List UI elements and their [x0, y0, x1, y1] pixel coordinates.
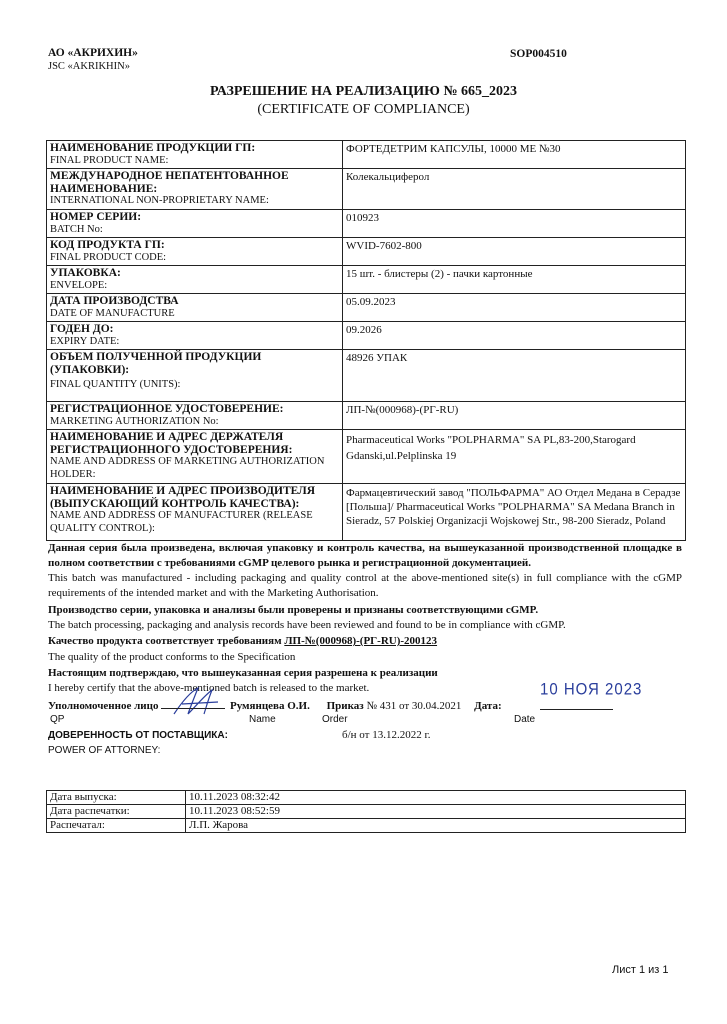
row-value: Колекальциферол	[346, 171, 430, 183]
statement-spec-ru	[48, 634, 682, 649]
document-title: РАЗРЕШЕНИЕ НА РЕАЛИЗАЦИЮ № 665_2023	[209, 84, 518, 99]
row-label-ru: НАИМЕНОВАНИЕ ПРОДУКЦИИ ГП:	[50, 142, 256, 154]
row-label-ru: НАИМЕНОВАНИЕ И АДРЕС ПРОИЗВОДИТЕЛЯ (ВЫПУСКАЮЩИЙ КОНТРОЛЬ КАЧЕСТВА):	[50, 485, 316, 510]
issue-value: 10.11.2023 08:52:59	[186, 805, 686, 819]
signature-line	[48, 697, 502, 712]
order-label-en: Order	[322, 714, 348, 725]
row-label-en: FINAL QUANTITY (UNITS):	[50, 379, 181, 390]
row-label-ru: УПАКОВКА:	[50, 267, 121, 279]
row-value: Фармацевтический завод "ПОЛЬФАРМА" АО Отдел Медана в Серадзе [Польша]/ Pharmaceutical Works "POLPHARMA" SA Medana Branch in Sieradz, 57 Polskiej Organizacji Wojskowej Str., 98-200 Sieradz, Poland	[346, 487, 681, 527]
order-text: № 431 от 30.04.2021	[366, 700, 462, 712]
row-label-ru: КОД ПРОДУКТА ГП:	[50, 239, 165, 251]
date-blank	[540, 709, 613, 710]
row-value: 05.09.2023	[346, 296, 396, 308]
statement-release-en: I hereby certify that the above-mentioned batch is released to the market.	[48, 682, 370, 694]
row-label-en: DATE OF MANUFACTURE	[50, 307, 175, 319]
table-row	[47, 819, 686, 833]
row-value: ФОРТЕДЕТРИМ КАПСУЛЫ, 10000 МЕ №30	[346, 143, 561, 155]
page-number: Лист 1 из 1	[612, 964, 669, 976]
row-value: 15 шт. - блистеры (2) - пачки картонные	[346, 268, 533, 280]
row-label-en: MARKETING AUTHORIZATION No:	[50, 415, 219, 427]
statement-spec-en: The quality of the product conforms to the Specification	[48, 651, 296, 663]
company-block	[48, 47, 138, 73]
attorney-value: б/н от 13.12.2022 г.	[342, 729, 431, 741]
name-label-en: Name	[249, 714, 276, 725]
row-value: WVID-7602-800	[346, 240, 422, 252]
row-label-en: BATCH No:	[50, 223, 103, 235]
table-row	[47, 210, 686, 238]
statement-compliance-ru: Данная серия была произведена, включая упаковку и контроль качества, на вышеуказанной производственной площадке в полном соответствии с требованиями cGMP целевого рынка и регистрационной документацией.	[48, 542, 682, 569]
signature-blank	[161, 697, 225, 709]
table-row	[47, 791, 686, 805]
spec-prefix: Качество продукта соответствует требованиям	[48, 635, 285, 647]
issue-label: Распечатал:	[47, 819, 186, 833]
row-label-ru: ГОДЕН ДО:	[50, 323, 114, 335]
issue-info-table	[46, 790, 686, 833]
row-label-ru: НАИМЕНОВАНИЕ И АДРЕС ДЕРЖАТЕЛЯ РЕГИСТРАЦИОННОГО УДОСТОВЕРЕНИЯ:	[50, 431, 293, 456]
table-row	[47, 484, 686, 541]
issue-value: 10.11.2023 08:32:42	[186, 791, 686, 805]
row-value: ЛП-№(000968)-(РГ-RU)	[346, 404, 459, 416]
table-row	[47, 238, 686, 266]
row-label-ru: МЕЖДУНАРОДНОЕ НЕПАТЕНТОВАННОЕ НАИМЕНОВАНИЕ:	[50, 170, 289, 195]
table-row	[47, 350, 686, 402]
order-label: Приказ	[326, 700, 364, 712]
row-value: Pharmaceutical Works "POLPHARMA" SA PL,83-200,Starogard Gdanski,ul.Pelplinska 19	[346, 434, 636, 462]
issue-label: Дата выпуска:	[47, 791, 186, 805]
row-label-ru: РЕГИСТРАЦИОННОЕ УДОСТОВЕРЕНИЕ:	[50, 403, 284, 415]
qp-name: Румянцева О.И.	[229, 700, 310, 712]
statement-review-ru: Производство серии, упаковка и анализы были проверены и признаны соответствующими cGMP.	[48, 604, 539, 616]
date-stamp: 10 НОЯ 2023	[540, 680, 643, 699]
table-row	[47, 322, 686, 350]
row-label-en: NAME AND ADDRESS OF MARKETING AUTHORIZATION HOLDER:	[50, 456, 325, 480]
table-row	[47, 266, 686, 294]
row-label-ru: ОБЪЕМ ПОЛУЧЕННОЙ ПРОДУКЦИИ (УПАКОВКИ):	[50, 351, 262, 376]
qp-label: Уполномоченное лицо	[48, 700, 159, 712]
document-code: SOP004510	[510, 48, 567, 60]
row-label-en: ENVELOPE:	[50, 279, 108, 291]
table-row	[47, 430, 686, 484]
company-name-en: JSC «AKRIKHIN»	[48, 61, 130, 72]
statement-compliance-en: This batch was manufactured - including packaging and quality control at the above-mentioned site(s) in full compliance with the cGMP requirements of the intended market and with the Marketing Authorisation.	[48, 572, 682, 599]
document-subtitle: (CERTIFICATE OF COMPLIANCE)	[257, 102, 470, 117]
table-row	[47, 805, 686, 819]
statement-release-ru: Настоящим подтверждаю, что вышеуказанная серия разрешена к реализации	[48, 667, 438, 679]
row-label-ru: НОМЕР СЕРИИ:	[50, 211, 142, 223]
statement-review-en: The batch processing, packaging and analysis records have been reviewed and found to be in compliance with cGMP.	[48, 619, 566, 631]
spec-reference: ЛП-№(000968)-(РГ-RU)-200123	[284, 635, 438, 647]
qp-label-en: QP	[50, 714, 65, 725]
table-row	[47, 402, 686, 430]
row-label-en: FINAL PRODUCT NAME:	[50, 154, 169, 166]
row-value: 48926 УПАК	[346, 352, 408, 364]
attorney-label-ru: ДОВЕРЕННОСТЬ ОТ ПОСТАВЩИКА:	[48, 730, 228, 741]
row-value: 010923	[346, 212, 379, 224]
table-row	[47, 294, 686, 322]
product-details-table	[46, 140, 686, 541]
date-label-en: Date	[514, 714, 536, 725]
row-label-en: EXPIRY DATE:	[50, 335, 120, 347]
row-label-en: FINAL PRODUCT CODE:	[50, 251, 167, 263]
attorney-label-en: POWER OF ATTORNEY:	[48, 745, 161, 756]
row-value: 09.2026	[346, 324, 382, 336]
issue-value: Л.П. Жарова	[186, 819, 686, 833]
row-label-ru: ДАТА ПРОИЗВОДСТВА	[50, 295, 179, 307]
table-row	[47, 141, 686, 169]
company-name-ru: АО «АКРИХИН»	[48, 47, 138, 59]
issue-label: Дата распечатки:	[47, 805, 186, 819]
row-label-en: INTERNATIONAL NON-PROPRIETARY NAME:	[50, 195, 269, 206]
date-label: Дата:	[474, 700, 502, 712]
table-row	[47, 169, 686, 210]
row-label-en: NAME AND ADDRESS OF MANUFACTURER (RELEASE QUALITY CONTROL):	[50, 510, 313, 534]
